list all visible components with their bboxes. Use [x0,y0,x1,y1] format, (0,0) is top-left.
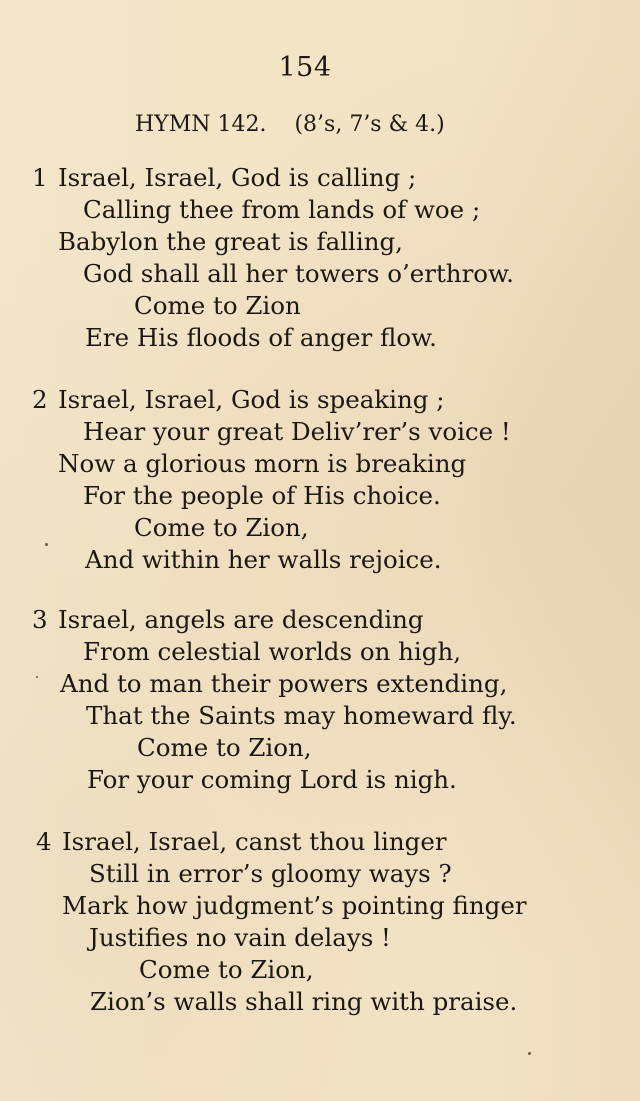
verse-number: 1 [32,163,48,192]
verse-line: Zion’s walls shall ring with praise. [90,987,518,1016]
verse-refrain: Come to Zion, [139,955,314,984]
paper-speck [36,676,38,678]
verse-number: 2 [32,385,48,414]
verse-line: Israel, angels are descending [58,605,424,634]
verse-line: Justifies no vain delays ! [89,923,391,952]
verse-line: For the people of His choice. [83,481,441,510]
verse-refrain: Come to Zion, [134,513,309,542]
paper-speck [45,543,48,546]
paper-speck [528,1052,531,1055]
verse-line: Hear your great Deliv’rer’s voice ! [83,417,511,446]
verse-line: Israel, Israel, God is calling ; [58,163,417,192]
verse-line: Still in error’s gloomy ways ? [89,859,452,888]
verse-line: God shall all her towers o’erthrow. [83,259,514,288]
verse-line: For your coming Lord is nigh. [87,765,457,794]
verse-line: Israel, Israel, canst thou linger [62,827,447,856]
verse-number: 4 [36,827,52,856]
verse-line: Mark how judgment’s pointing finger [62,891,527,920]
verse-line: And within her walls rejoice. [85,545,442,574]
verse-line: That the Saints may homeward fly. [86,701,517,730]
page-number: 154 [278,52,332,83]
verse-number: 3 [32,605,48,634]
verse-line: From celestial worlds on high, [83,637,462,666]
verse-line: Ere His floods of anger flow. [85,323,437,352]
hymn-meter: (8’s, 7’s & 4.) [294,112,445,137]
verse-line: Babylon the great is falling, [58,227,403,256]
verse-line: Israel, Israel, God is speaking ; [58,385,445,414]
verse-refrain: Come to Zion [134,291,301,320]
verse-refrain: Come to Zion, [137,733,312,762]
hymn-header [135,112,445,137]
hymn-title: HYMN 142. [135,112,267,137]
verse-line: And to man their powers extending, [60,669,508,698]
verse-line: Now a glorious morn is breaking [58,449,467,478]
verse-line: Calling thee from lands of woe ; [83,195,481,224]
